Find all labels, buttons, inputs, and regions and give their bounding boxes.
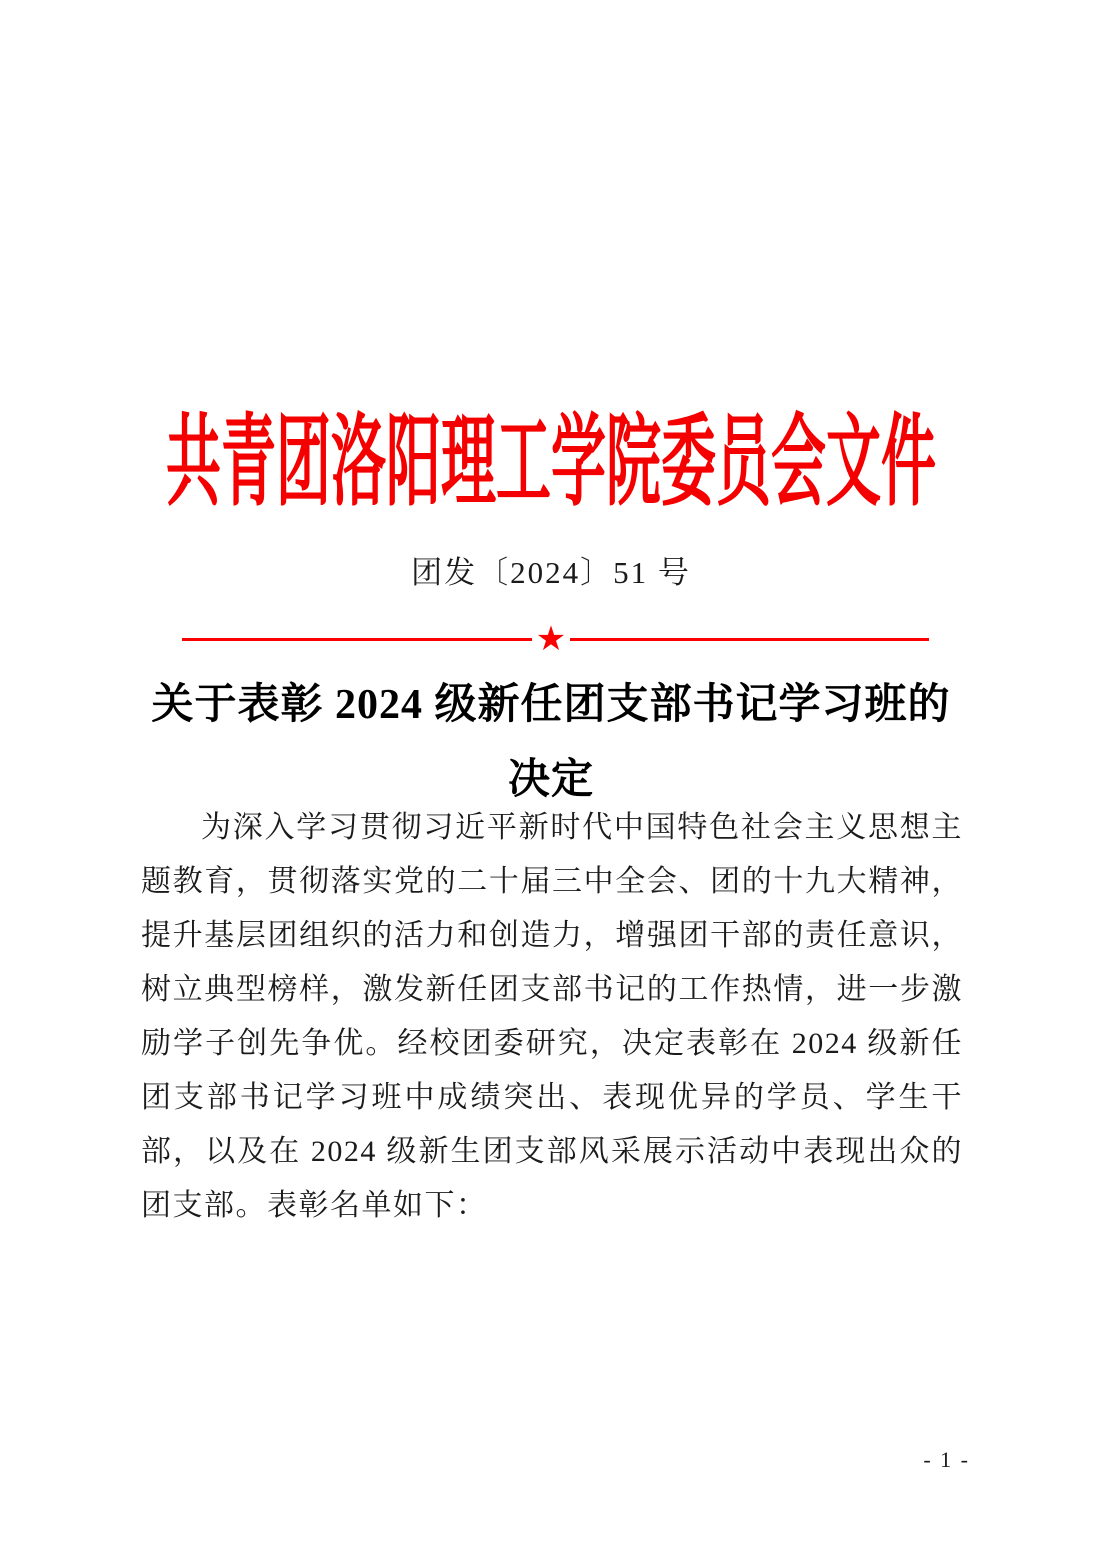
page-number: - 1 - bbox=[923, 1447, 970, 1472]
document-title bbox=[90, 668, 1012, 818]
issuing-authority-title: 共青团洛阳理工学院委员会文件 bbox=[166, 407, 936, 518]
document-title-line-1: 关于表彰 2024 级新任团支部书记学习班的 bbox=[151, 682, 951, 728]
divider-star-container bbox=[0, 619, 1102, 659]
body-paragraph: 为深入学习贯彻习近平新时代中国特色社会主义思想主题教育，贯彻落实党的二十届三中全会、团的十九大精神，提升基层团组织的活力和创造力，增强团干部的责任意识，树立典型榜样，激发新任团支部书记的工作热情，进一步激励学子创先争优。经校团委研究，决定表彰在 2024 级新任团支部书记学习班中成绩突出、表现优异的学员、学生干部，以及在 2024 级新生团支部风采展示活动中表现出众的团支部。表彰名单如下： bbox=[141, 811, 963, 1222]
document-title-line-2: 决定 bbox=[507, 757, 594, 803]
document-number: 团发〔2024〕51 号 bbox=[411, 555, 691, 590]
red-header-banner bbox=[0, 406, 1102, 520]
star-icon: ★ bbox=[532, 619, 570, 659]
